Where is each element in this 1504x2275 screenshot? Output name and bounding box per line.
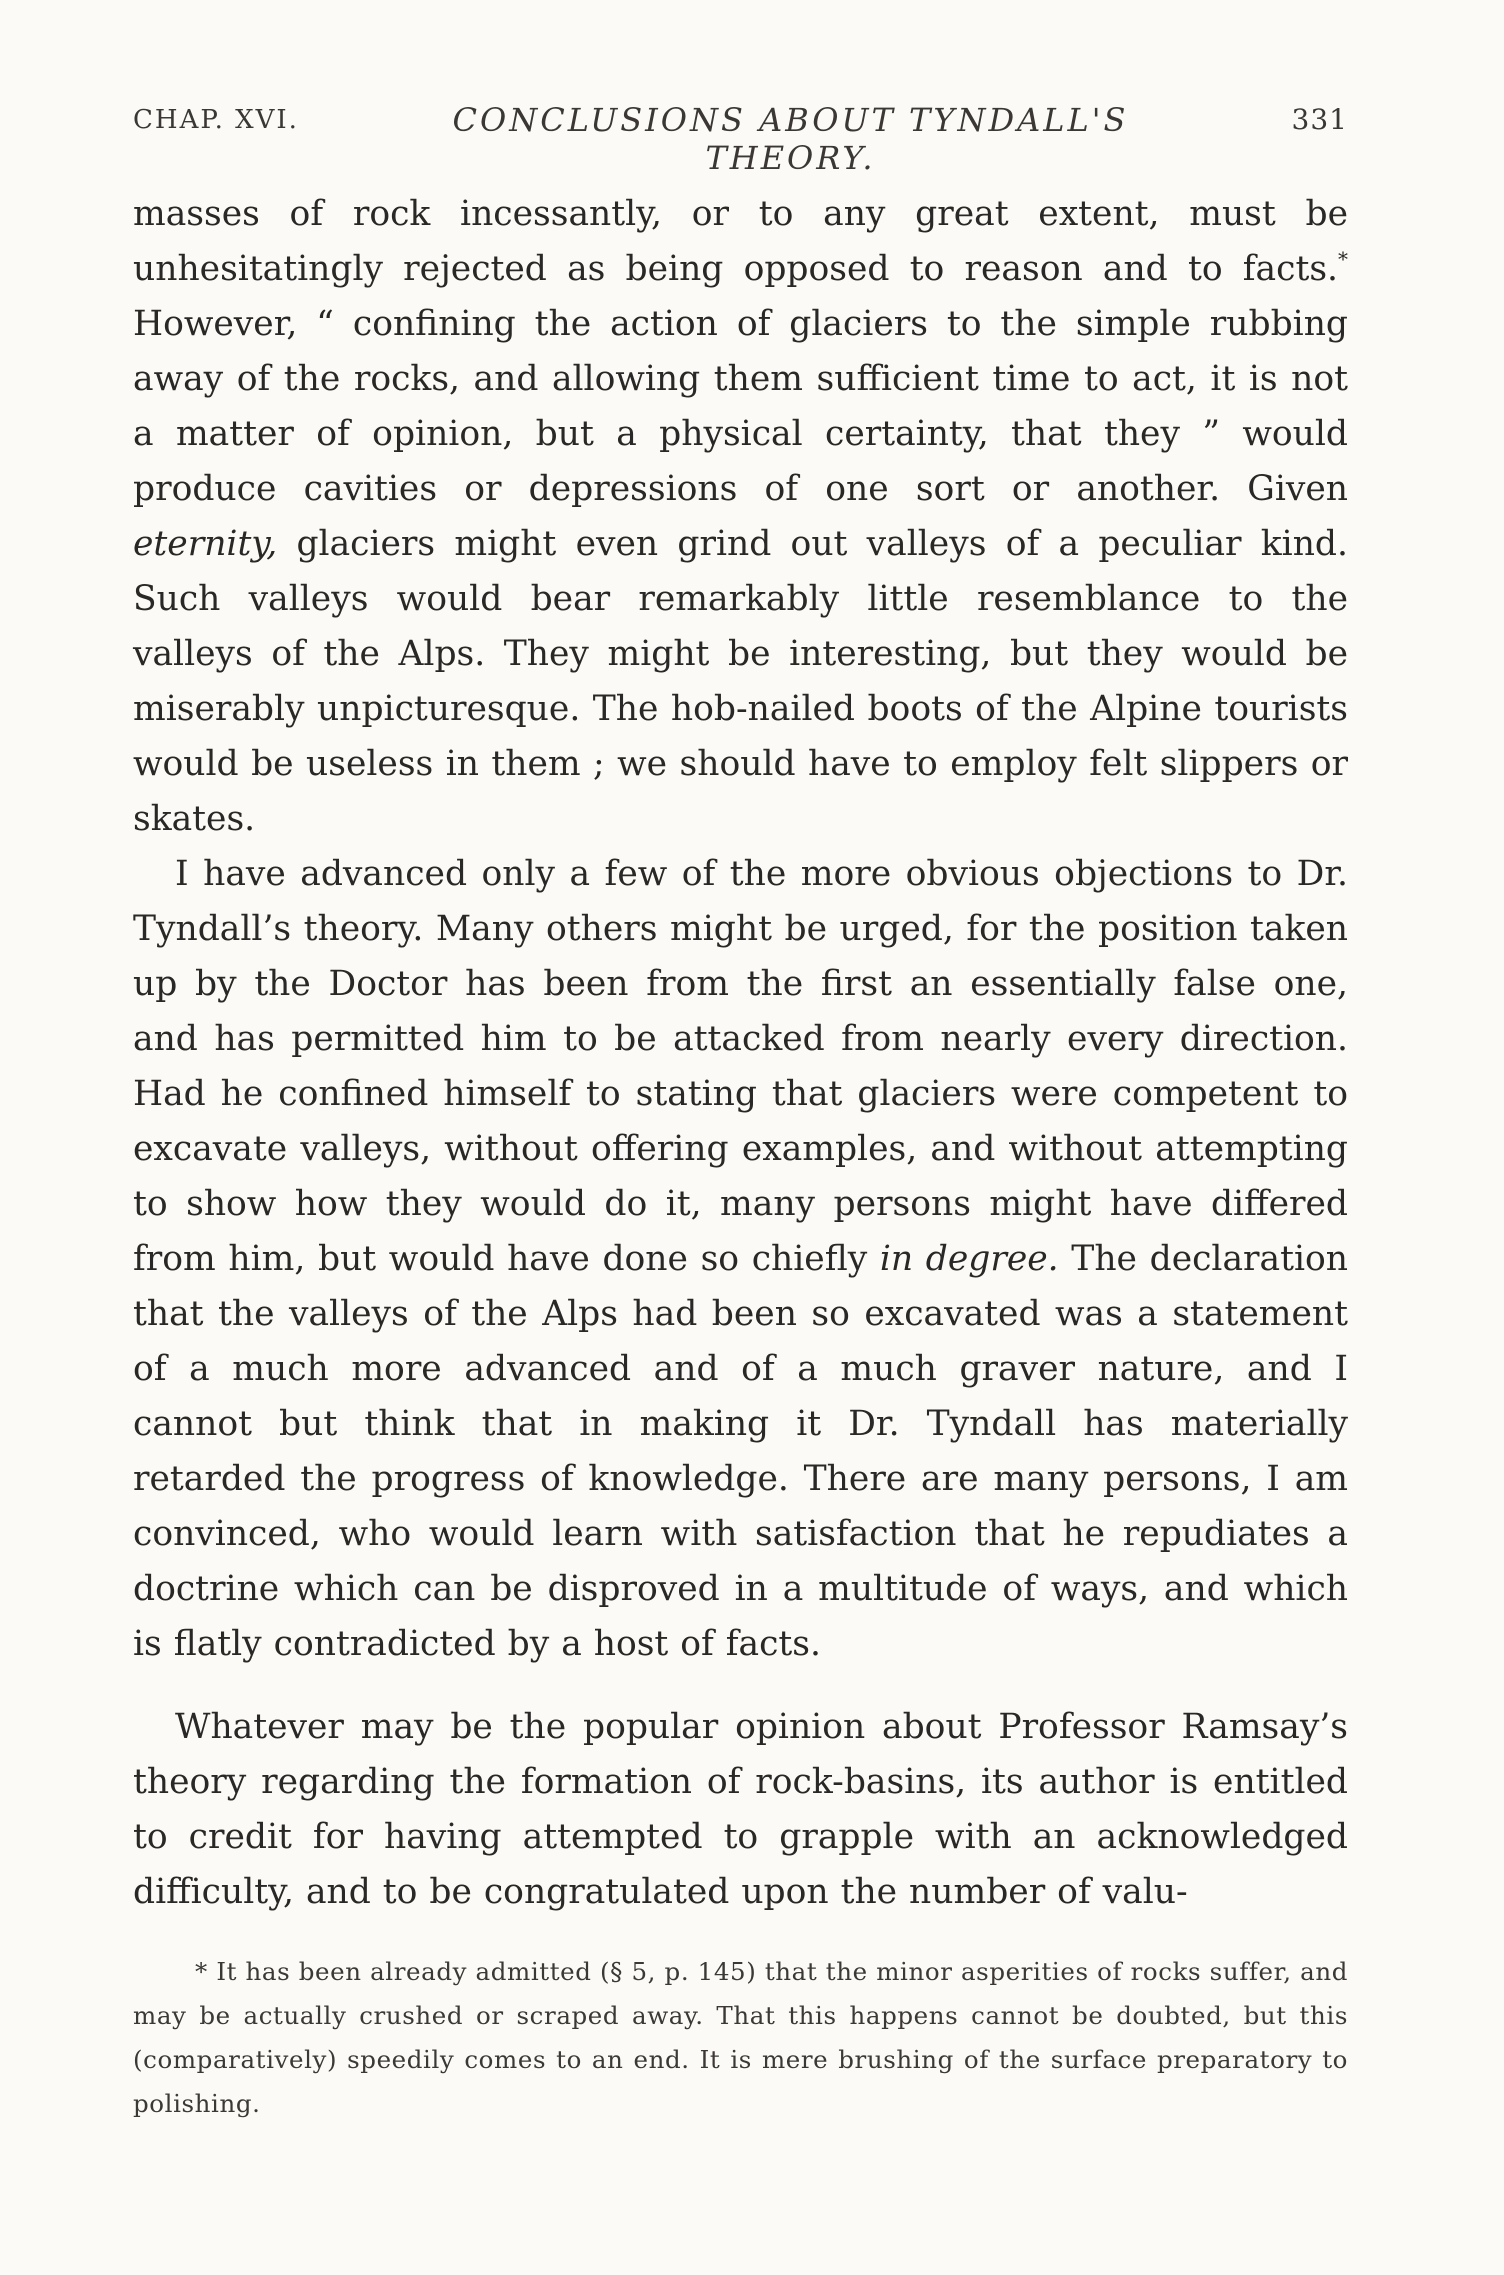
- book-page: [133, 95, 1348, 2195]
- paragraph-3: Whatever may be the popular opinion about Professor Ramsay’s theory regarding the formation of rock-basins, its author is entitled to credit for having attempted to grapple with an acknowledged difficulty, and to be congratulated upon the number of valu-: [133, 1707, 1348, 1912]
- body-text: [133, 187, 1348, 1920]
- footnote: [133, 1950, 1348, 2126]
- emphasis-eternity: eternity,: [133, 524, 278, 564]
- paragraph-1: masses of rock incessantly, or to any great extent, must be unhesitatingly rejected as being opposed to reason and to facts.* However, “ confining the action of glaciers to the simple rubbing away of the rocks, and allowing them sufficient time to act, it is not a matter of opinion, but a physical certainty, that they ” would produce cavities or depressions of one sort or another. Given eternity, glaciers might even grind out valleys of a peculiar kind. Such valleys would bear remarkably little resemblance to the valleys of the Alps. They might be interesting, but they would be miserably unpicturesque. The hob-nailed boots of the Alpine tourists would be useless in them ; we should have to employ felt slippers or skates.: [133, 194, 1348, 839]
- chapter-label: CHAP. XVI.: [133, 105, 299, 135]
- paragraph-2: I have advanced only a few of the more obvious objections to Dr. Tyndall’s theory. Many others might be urged, for the position taken up by the Doctor has been from the first an essentially false one, and has permitted him to be attacked from nearly every direction. Had he confined himself to stating that glaciers were competent to excavate valleys, without offering examples, and without attempting to show how they would do it, many persons might have differed from him, but would have done so chiefly in degree. The declaration that the valleys of the Alps had been so excavated was a statement of a much more advanced and of a much graver nature, and I cannot but think that in making it Dr. Tyndall has materially retarded the progress of knowledge. There are many persons, I am convinced, who would learn with satisfaction that he repudiates a doctrine which can be disproved in a multitude of ways, and which is flatly contradicted by a host of facts.: [133, 854, 1348, 1664]
- running-title: CONCLUSIONS ABOUT TYNDALL'S THEORY.: [452, 101, 1129, 177]
- page-number: 331: [1291, 103, 1348, 136]
- emphasis-in-degree: in degree.: [879, 1239, 1059, 1279]
- footnote-marker: *: [1338, 247, 1348, 271]
- running-header: [133, 95, 1348, 177]
- footnote-text: * It has been already admitted (§ 5, p. 145) that the minor asperities of rocks suffer, and may be actually crushed or scraped away. That this happens cannot be doubted, but this (comparatively) speedily comes to an end. It is mere brushing of the surface preparatory to polishing.: [133, 1957, 1348, 2118]
